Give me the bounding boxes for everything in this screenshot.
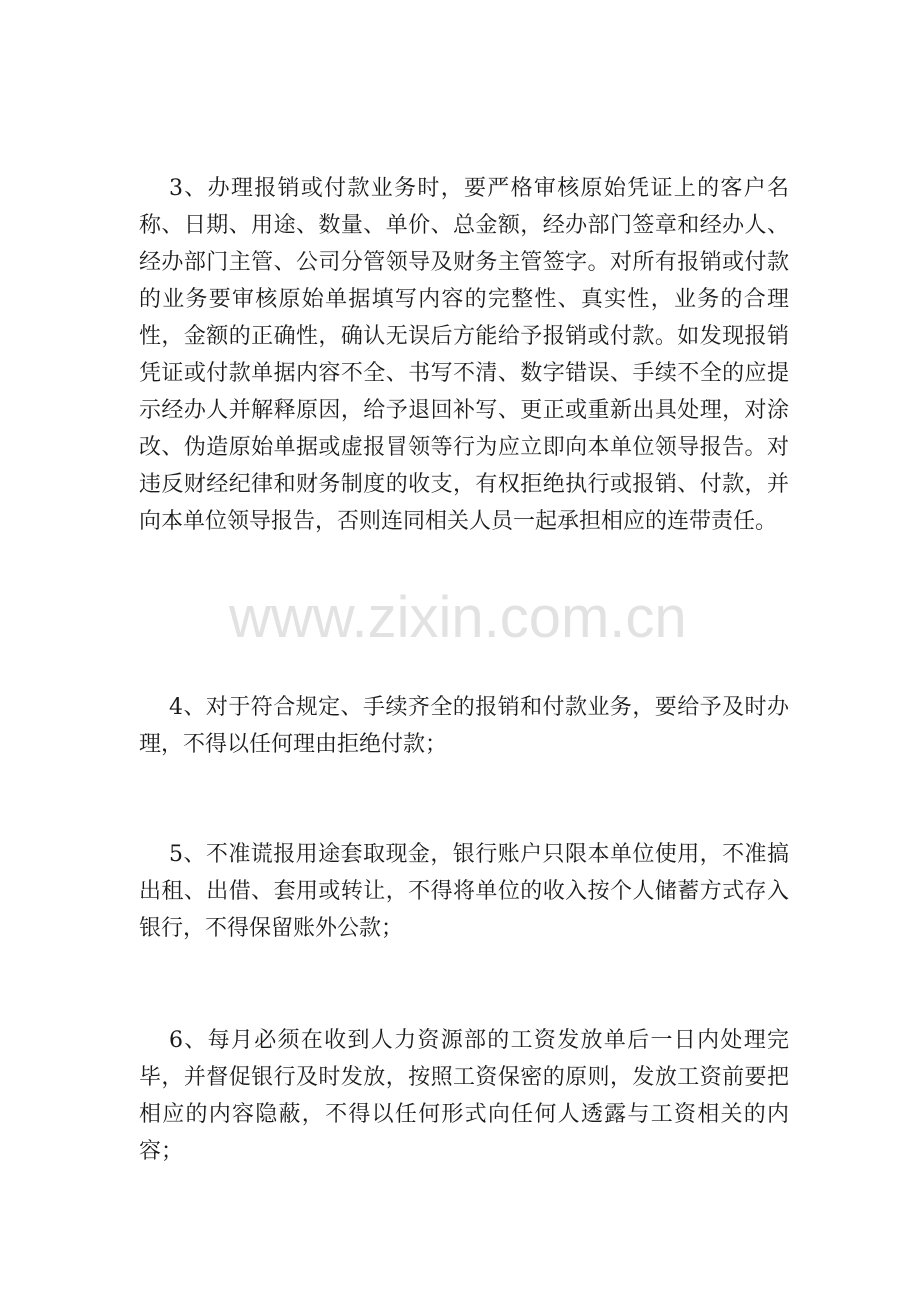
paragraph-item-4: 4、对于符合规定、手续齐全的报销和付款业务，要给予及时办理，不得以任何理由拒绝付款； (139, 695, 789, 757)
paragraph-item-6: 6、每月必须在收到人力资源部的工资发放单后一日内处理完毕，并督促银行及时发放，按照工资保密的原则，发放工资前要把相应的内容隐蔽，不得以任何形式向任何人透露与工资相关的内容； (139, 1028, 789, 1164)
paragraph-item-5: 5、不准谎报用途套取现金，银行账户只限本单位使用，不准搞出租、出借、套用或转让，不得将单位的收入按个人储蓄方式存入银行，不得保留账外公款； (139, 842, 789, 941)
watermark: www.zixin.com.cn (229, 585, 687, 650)
paragraph-item-3: 3、办理报销或付款业务时，要严格审核原始凭证上的客户名称、日期、用途、数量、单价、总金额，经办部门签章和经办人、经办部门主管、公司分管领导及财务主管签字。对所有报销或付款的业务要审核原始单据填写内容的完整性、真实性，业务的合理性，金额的正确性，确认无误后方能给予报销或付款。如发现报销凭证或付款单据内容不全、书写不清、数字错误、手续不全的应提示经办人并解释原因，给予退回补写、更正或重新出具处理，对涂改、伪造原始单据或虚报冒领等行为应立即向本单位领导报告。对违反财经纪律和财务制度的收支，有权拒绝执行或报销、付款，并向本单位领导报告，否则连同相关人员一起承担相应的连带责任。 (139, 176, 789, 534)
